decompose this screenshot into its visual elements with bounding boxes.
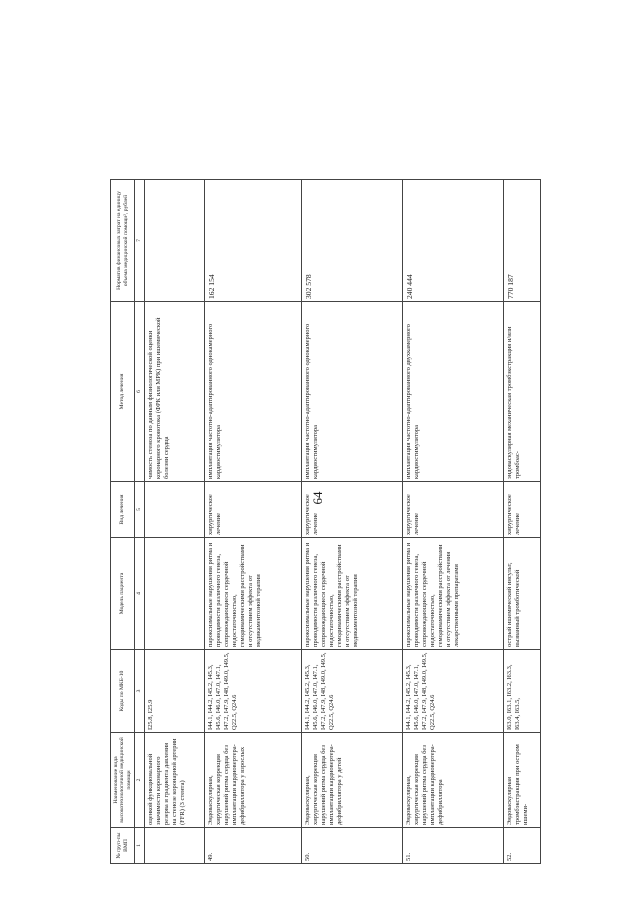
row-treatment-method: имплантация частотно-адаптированного однокамерного кардиостимулятора xyxy=(302,302,403,482)
row-service-name: Эндоваскулярная, хирургическая коррекция нарушений ритма сердца без имплантации кардиовертера-дефибриллятора xyxy=(403,733,504,828)
row-num: 52. xyxy=(504,828,541,864)
row-treatment-type xyxy=(145,482,205,538)
row-cost: 302 578 xyxy=(302,180,403,302)
row-num: 50. xyxy=(302,828,403,864)
row-treatment-type: хирургическое лечение xyxy=(205,482,302,538)
header-cost-norm: Норматив финансовых затрат на единицу объема медицинской помощи², рублей xyxy=(111,180,135,302)
row-patient-model: пароксизмальные нарушения ритма и проводимости различного генеза, сопровождающиеся сердечной недостаточностью, гемодинамическими расстройствами и отсутствием эффекта от лечения лекарственными препаратами xyxy=(403,538,504,650)
header-treatment-type: Вид лечения xyxy=(111,482,135,538)
row-treatment-method: имплантация частотно-адаптированного двухкамерного кардиостимулятора xyxy=(403,302,504,482)
row-treatment-type: хирургическое лечение xyxy=(403,482,504,538)
row-icd-codes: I44.1, I44.2, I45.2, I45.3, I45.6, I46.0, I47.0, I47.1, I47.2, I47.9, I48, I49.0, I49.5, Q22.5, Q24.6 xyxy=(302,650,403,733)
row-icd-codes: I63.0, I63.1, I63.2, I63.3, I63.4, I63.5, xyxy=(504,650,541,733)
row-patient-model: пароксизмальные нарушения ритма и проводимости различного генеза, сопровождающиеся сердечной недостаточностью, гемодинамическими расстройствами и отсутствием эффекта от медикаментозной терапии xyxy=(302,538,403,650)
column-number: 7 xyxy=(135,180,145,302)
row-service-name: Эндоваскулярная тромбэкстракция при остром ишеми- xyxy=(504,733,541,828)
header-treatment-method: Метод лечения xyxy=(111,302,135,482)
column-number-row xyxy=(135,180,145,864)
column-number: 4 xyxy=(135,538,145,650)
row-num: 51. xyxy=(403,828,504,864)
vmp-table xyxy=(110,179,541,864)
row-patient-model: острый ишемический инсульт, вызванный тромботической xyxy=(504,538,541,650)
column-number: 2 xyxy=(135,733,145,828)
header-row xyxy=(111,180,135,864)
row-icd-codes: I44.1, I44.2, I45.2, I45.3, I45.6, I46.0, I47.0, I47.1, I47.2, I47.9, I48, I49.0, I49.5, Q22.5, Q24.6 xyxy=(403,650,504,733)
column-number: 6 xyxy=(135,302,145,482)
header-icd-codes: Коды по МКБ-10 xyxy=(111,650,135,733)
row-patient-model: пароксизмальные нарушения ритма и проводимости различного генеза, сопровождающиеся сердечной недостаточностью, гемодинамическими расстройствами и отсутствием эффекта от медикаментозной терапии xyxy=(205,538,302,650)
row-cost: 240 444 xyxy=(403,180,504,302)
row-patient-model xyxy=(145,538,205,650)
row-treatment-type: хирургическое лечение xyxy=(302,482,403,538)
row-treatment-type: хирургическое лечение xyxy=(504,482,541,538)
column-number: 5 xyxy=(135,482,145,538)
page-number: 64 xyxy=(310,491,325,505)
row-treatment-method: имплантация частотно-адаптированного однокамерного кардиостимулятора xyxy=(205,302,302,482)
header-patient-model: Модель пациента xyxy=(111,538,135,650)
table-row xyxy=(145,180,205,864)
row-treatment-method: эндоваскулярная механическая тромбэкстракция и/или тромбоас- xyxy=(504,302,541,482)
table-row xyxy=(302,180,403,864)
row-service-name: Эндоваскулярная, хирургическая коррекция нарушений ритма сердца без имплантации кардиовертера-дефибриллятора у взрослых xyxy=(205,733,302,828)
row-cost: 770 187 xyxy=(504,180,541,302)
row-icd-codes: I44.1, I44.2, I45.2, I45.3, I45.6, I46.0, I47.0, I47.1, I47.2, I47.9, I48, I49.0, I49.5, Q22.5, Q24.6 xyxy=(205,650,302,733)
column-number: 3 xyxy=(135,650,145,733)
rotated-table-container xyxy=(110,180,530,864)
column-number: 1 xyxy=(135,828,145,864)
header-group-num: № груп-пы ВМП xyxy=(111,828,135,864)
header-service-name: Наименование вида высокотехнологичной медицинской помощи xyxy=(111,733,135,828)
row-service-name: оценкой функциональной значимости коронарного резерва и градиента давления на стенозе коронарной артерии (FFR) (3 стента) xyxy=(145,733,205,828)
table-row xyxy=(403,180,504,864)
row-icd-codes: I25.8, I25.9 xyxy=(145,650,205,733)
row-cost: 162 154 xyxy=(205,180,302,302)
row-num: 49. xyxy=(205,828,302,864)
row-treatment-method: чимость стеноза по данным физиологической оценки коронарного кровотока (ФРК или МРК) при ишемической болезни сердца xyxy=(145,302,205,482)
row-cost xyxy=(145,180,205,302)
table-row xyxy=(205,180,302,864)
row-num xyxy=(145,828,205,864)
row-service-name: Эндоваскулярная, хирургическая коррекция нарушений ритма сердца без имплантации кардиовертера-дефибриллятора у детей xyxy=(302,733,403,828)
table-row xyxy=(504,180,541,864)
